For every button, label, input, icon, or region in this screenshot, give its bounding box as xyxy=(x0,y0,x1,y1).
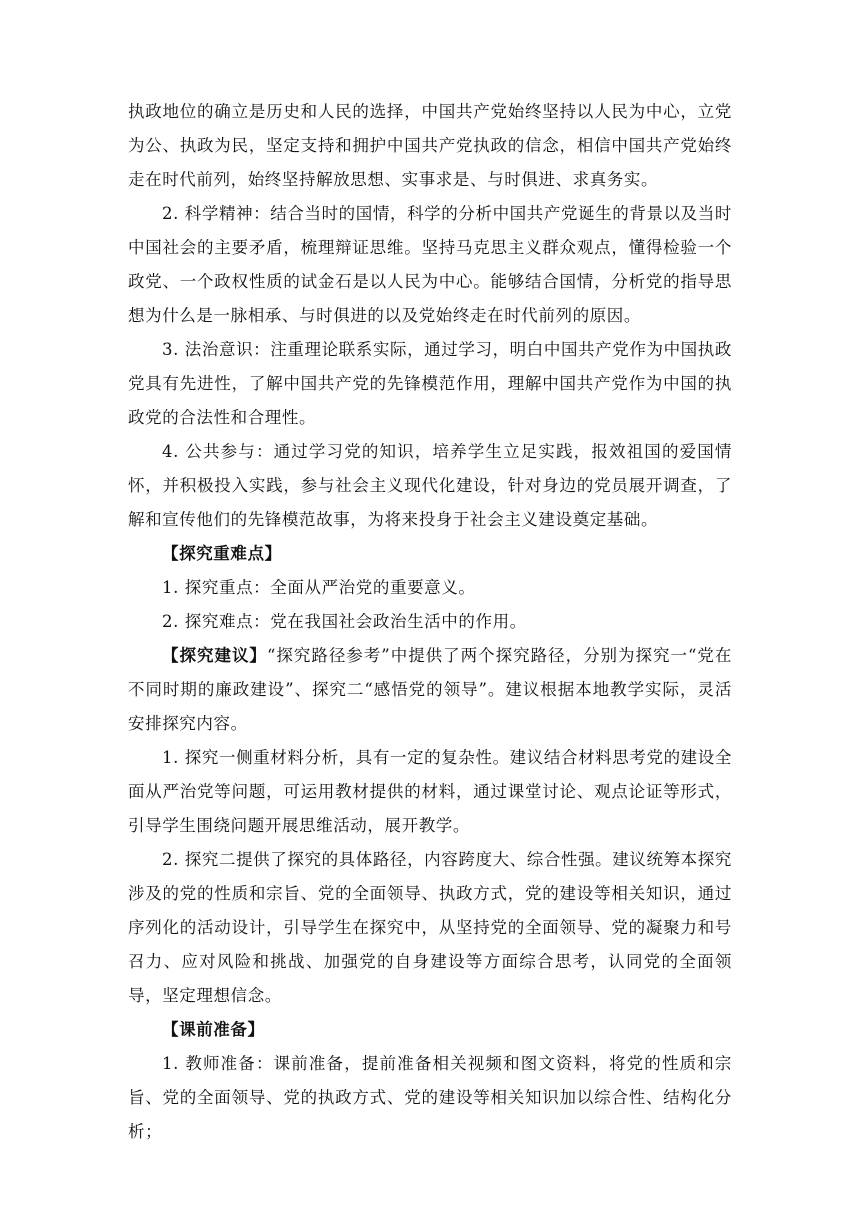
paragraph-public-participation: 4. 公共参与：通过学习党的知识，培养学生立足实践，报效祖国的爱国情怀，并积极投入实践，参与社会主义现代化建设，针对身边的党员展开调查，了解和宣传他们的先锋模范故事，为将来投身于社会主义建设奠定基础。 xyxy=(128,442,732,529)
heading-preparation: 【课前准备】 xyxy=(162,1020,265,1039)
paragraph-rule-of-law: 3. 法治意识：注重理论联系实际，通过学习，明白中国共产党作为中国执政党具有先进性，了解中国共产党的先锋模范作用，理解中国共产党作为中国的执政党的合法性和合理性。 xyxy=(128,340,732,427)
heading-inquiry-suggestion: 【探究建议】 xyxy=(162,646,267,665)
paragraph-inquiry-two: 2. 探究二提供了探究的具体路径，内容跨度大、综合性强。建议统筹本探究涉及的党的性质和宗旨、党的全面领导、执政方式，党的建设等相关知识，通过序列化的活动设计，引导学生在探究中，从坚持党的全面领导、党的凝聚力和号召力、应对风险和挑战、加强党的自身建设等方面综合思考，认同党的全面领导，坚定理想信念。 xyxy=(128,850,732,1005)
paragraph-inquiry-suggestion xyxy=(128,639,732,741)
inquiry-suggestion-text: “探究路径参考”中提供了两个探究路径，分别为探究一“党在不同时期的廉政建设”、探究二“感悟党的领导”。建议根据本地教学实际，灵活安排探究内容。 xyxy=(128,646,733,733)
paragraph-teacher-preparation: 1. 教师准备：课前准备，提前准备相关视频和图文资料，将党的性质和宗旨、党的全面领导、党的执政方式、党的建设等相关知识加以综合性、结构化分析； xyxy=(128,1054,732,1141)
paragraph-inquiry-one: 1. 探究一侧重材料分析，具有一定的复杂性。建议结合材料思考党的建设全面从严治党等问题，可运用教材提供的材料，通过课堂讨论、观点论证等形式，引导学生围绕问题开展思维活动，展开教学。 xyxy=(128,748,732,835)
paragraph-scientific-spirit: 2. 科学精神：结合当时的国情，科学的分析中国共产党诞生的背景以及当时中国社会的主要矛盾，梳理辩证思维。坚持马克思主义群众观点，懂得检验一个政党、一个政权性质的试金石是以人民为中心。能够结合国情，分析党的指导思想为什么是一脉相承、与时俱进的以及党始终走在时代前列的原因。 xyxy=(128,204,732,325)
heading-key-difficulties: 【探究重难点】 xyxy=(162,544,282,563)
paragraph-governing-status: 执政地位的确立是历史和人民的选择，中国共产党始终坚持以人民为中心，立党为公、执政为民，坚定支持和拥护中国共产党执政的信念，相信中国共产党始终走在时代前列，始终坚持解放思想、实事求是、与时俱进、求真务实。 xyxy=(128,102,732,189)
document-body xyxy=(128,95,732,1149)
paragraph-key-point: 1. 探究重点：全面从严治党的重要意义。 xyxy=(162,578,476,597)
paragraph-difficult-point: 2. 探究难点：党在我国社会政治生活中的作用。 xyxy=(162,612,527,631)
